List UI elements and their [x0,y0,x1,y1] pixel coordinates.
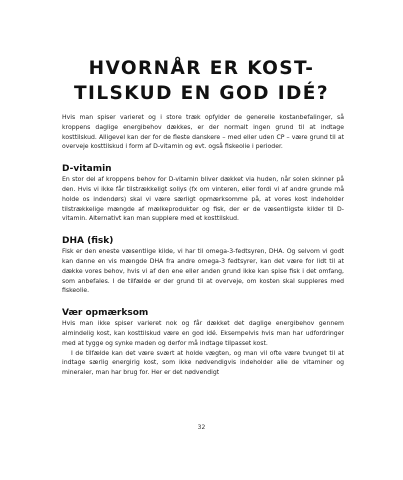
intro-paragraph: Hvis man spiser varieret og i store træk opfylder de generelle kostanbefalinger, så kroppens daglige energibehov dækkes, er der normalt ingen grund til at indtage kosttilskud. Alligevel kan der for de fleste danskere – med eller uden CP – være grund til at overveje kosttilskud i form af D-vitamin og evt. også fiskeolie i perioder. [62,114,344,151]
page-title-line-1: HVORNÅR ER KOST- [88,58,315,80]
section-heading-d-vitamin: D-vitamin [62,164,112,175]
section-heading-dha: DHA (fisk) [62,236,114,247]
dha-paragraph: Fisk er den eneste væsentlige kilde, vi har til omega-3-fedtsyren, DHA. Og selvom vi godt kan danne en vis mængde DHA fra andre omega-3 fedtsyrer, kan det være for lidt til at dække vores behov, hvis vi af den ene eller anden grund ikke kan spise fisk i det omfang, som anbefales. I de tilfælde er der grund til at overveje, om kosten skal suppleres med fiskeolie. [62,248,344,295]
page-title-line-2: TILSKUD EN GOD IDÉ? [74,83,329,105]
page-number: 32 [197,424,206,431]
vaer-opmaerksom-paragraph-1: Hvis man ikke spiser varieret nok og får dækket det daglige energibehov gennem almindelig kost, kan kosttilskud være en god idé. Eksempelvis hvis man har udfordringer med at tygge og synke maden og derfor må indtage tilpasset kost. [62,320,344,347]
vaer-opmaerksom-paragraph-2: I de tilfælde kan det være svært at holde vægten, og man vil ofte være tvunget til at indtage særlig energirig kost, som ikke nødvendigvis indeholder alle de vitaminer og mineraler, man har brug for. Her er det nødvendigt [62,349,344,377]
d-vitamin-paragraph: En stor del af kroppens behov for D-vitamin bliver dækket via huden, når solen skinner på den. Hvis vi ikke får tilstrækkeligt sollys (fx om vinteren, eller fordi vi af andre grunde må holde os indendørs) skal vi være særligt opmærksomme på, at vores kost indeholder tilstrækkelige mængde af mælkeprodukter og fisk, der er de væsentligste kilder til D-vitamin. Alternativt kan man supplere med et kosttilskud. [62,176,344,223]
section-heading-vaer-opmaerksom: Vær opmærksom [62,308,149,319]
page-title [0,56,403,106]
body-text [62,113,344,378]
